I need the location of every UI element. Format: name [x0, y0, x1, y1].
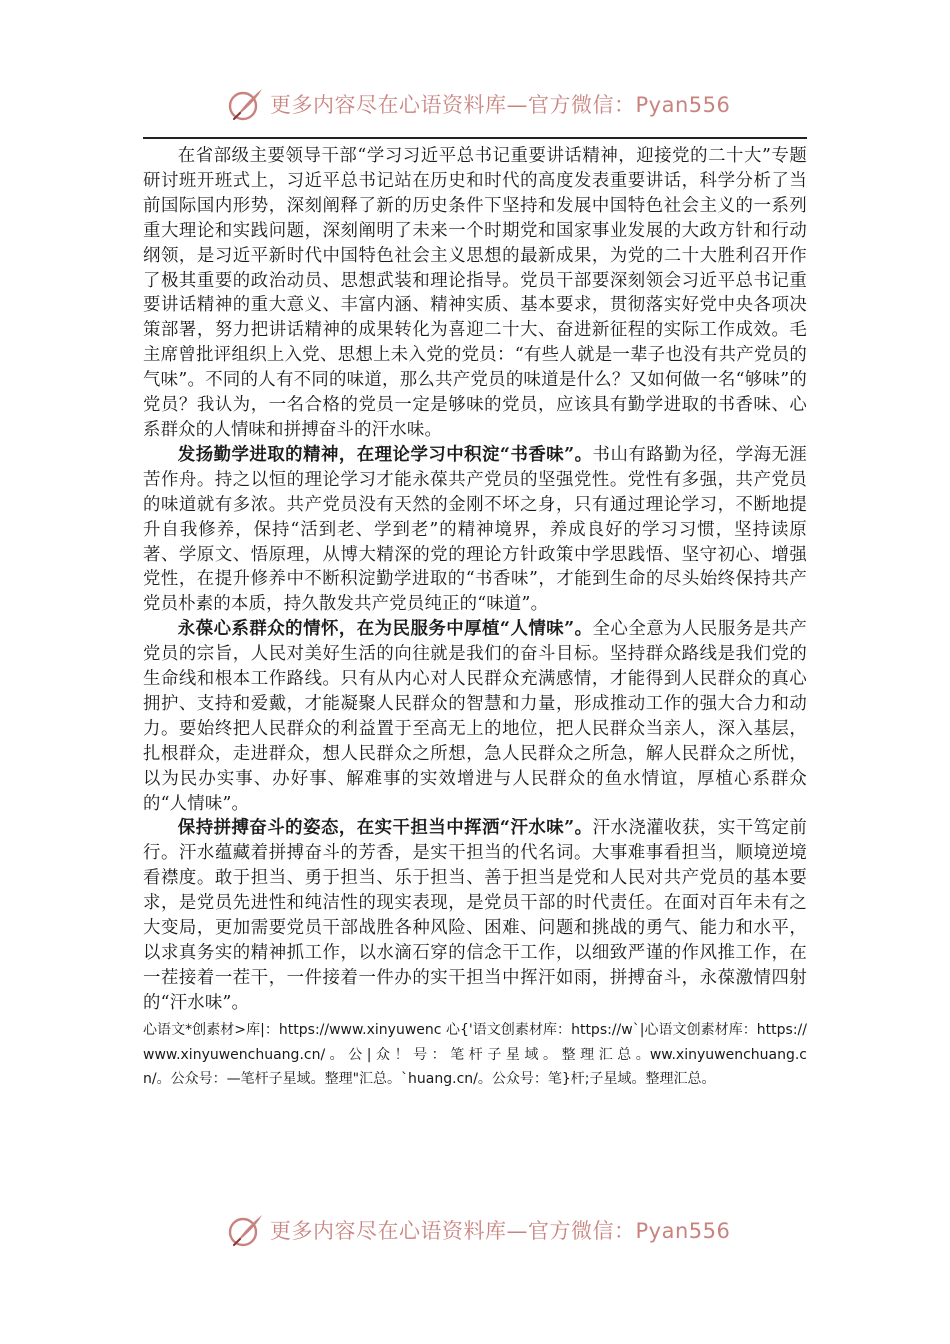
section-paragraph [143, 617, 807, 816]
quill-pen-icon [226, 1210, 266, 1250]
banner-text: 更多内容尽在心语资料库—官方微信：Pyan556 [270, 1219, 731, 1243]
banner-text: 更多内容尽在心语资料库—官方微信：Pyan556 [270, 93, 731, 117]
intro-paragraph: 在省部级主要领导干部“学习习近平总书记重要讲话精神，迎接党的二十大”专题研讨班开班式上，习近平总书记站在历史和时代的高度发表重要讲话，科学分析了当前国际国内形势，深刻阐释了新的历史条件下坚持和发展中国特色社会主义的一系列重大理论和实践问题，深刻阐明了未来一个时期党和国家事业发展的大政方针和行动纲领，是习近平新时代中国特色社会主义思想的最新成果，为党的二十大胜利召开作了极其重要的政治动员、思想武装和理论指导。党员干部要深刻领会习近平总书记重要讲话精神的重大意义、丰富内涵、精神实质、基本要求，贯彻落实好党中央各项决策部署，努力把讲话精神的成果转化为喜迎二十大、奋进新征程的实际工作成效。毛主席曾批评组织上入党、思想上未入党的党员：“有些人就是一辈子也没有共产党员的气味”。不同的人有不同的味道，那么共产党员的味道是什么？又如何做一名“够味”的党员？我认为，一名合格的党员一定是够味的党员，应该具有勤学进取的书香味、心系群众的人情味和拼搏奋斗的汗水味。 [143, 146, 807, 440]
section-paragraph [143, 443, 807, 617]
source-watermark-text: 心语文*创素材>库|：https://www.xinyuwenc 心{'语文创素材库：https://w`|心语文创素材库：https://www.xinyuwenchuang.cn/ 。 公 | 众 ！ 号 ： 笔 杆 子 星 域 。 整 理 汇 总 。ww.xinyuwenchuang.cn/。公众号：—笔杆子星域。整理"汇总。`huang.cn/。公众号：笔}杆;子星域。整理汇总。 [143, 1021, 807, 1088]
section-body: 书山有路勤为径，学海无涯苦作舟。持之以恒的理论学习才能永葆共产党员的坚强党性。党性有多强，共产党员的味道就有多浓。共产党员没有天然的金刚不坏之身，只有通过理论学习，不断地提升自我修养，保持“活到老、学到老”的精神境界，养成良好的学习习惯，坚持读原著、学原文、悟原理，从博大精深的党的理论方针政策中学思践悟、坚守初心、增强党性，在提升修养中不断积淀勤学进取的“书香味”，才能到生命的尽头始终保持共产党员朴素的本质，持久散发共产党员纯正的“味道”。 [143, 444, 807, 615]
section-heading: 保持拼搏奋斗的姿态，在实干担当中挥洒“汗水味”。 [177, 818, 593, 839]
footer-banner [226, 1210, 746, 1250]
section-body: 汗水浇灌收获，实干笃定前行。汗水蕴藏着拼搏奋斗的芳香，是实干担当的代名词。大事难事看担当，顺境逆境看襟度。敢于担当、勇于担当、乐于担当、善于担当是党和人民对共产党员的基本要求，是党员先进性和纯洁性的现实表现，是党员干部的时代责任。在面对百年未有之大变局，更加需要党员干部战胜各种风险、困难、问题和挑战的勇气、能力和水平，以求真务实的精神抓工作，以水滴石穿的信念干工作，以细致严谨的作风推工作，在一茬接着一茬干，一件接着一件办的实干担当中挥汗如雨，拼搏奋斗，永葆激情四射的“汗水味”。 [143, 818, 807, 1013]
quill-pen-icon [226, 84, 266, 124]
section-heading: 永葆心系群众的情怀，在为民服务中厚植“人情味”。 [177, 619, 593, 640]
article-body [143, 144, 807, 1092]
section-paragraph [143, 816, 807, 1015]
header-divider [143, 137, 807, 139]
section-heading: 发扬勤学进取的精神，在理论学习中积淀“书香味”。 [177, 444, 593, 465]
section-body: 全心全意为人民服务是共产党员的宗旨，人民对美好生活的向往就是我们的奋斗目标。坚持群众路线是我们党的生命线和根本工作路线。只有从内心对人民群众充满感情，才能得到人民群众的真心拥护、支持和爱戴，才能凝聚人民群众的智慧和力量，形成推动工作的强大合力和动力。要始终把人民群众的利益置于至高无上的地位，把人民群众当亲人，深入基层，扎根群众，走进群众，想人民群众之所想，急人民群众之所急，解人民群众之所忧，以为民办实事、办好事、解难事的实效增进与人民群众的鱼水情谊，厚植心系群众的“人情味”。 [143, 619, 807, 814]
header-banner [226, 84, 746, 124]
